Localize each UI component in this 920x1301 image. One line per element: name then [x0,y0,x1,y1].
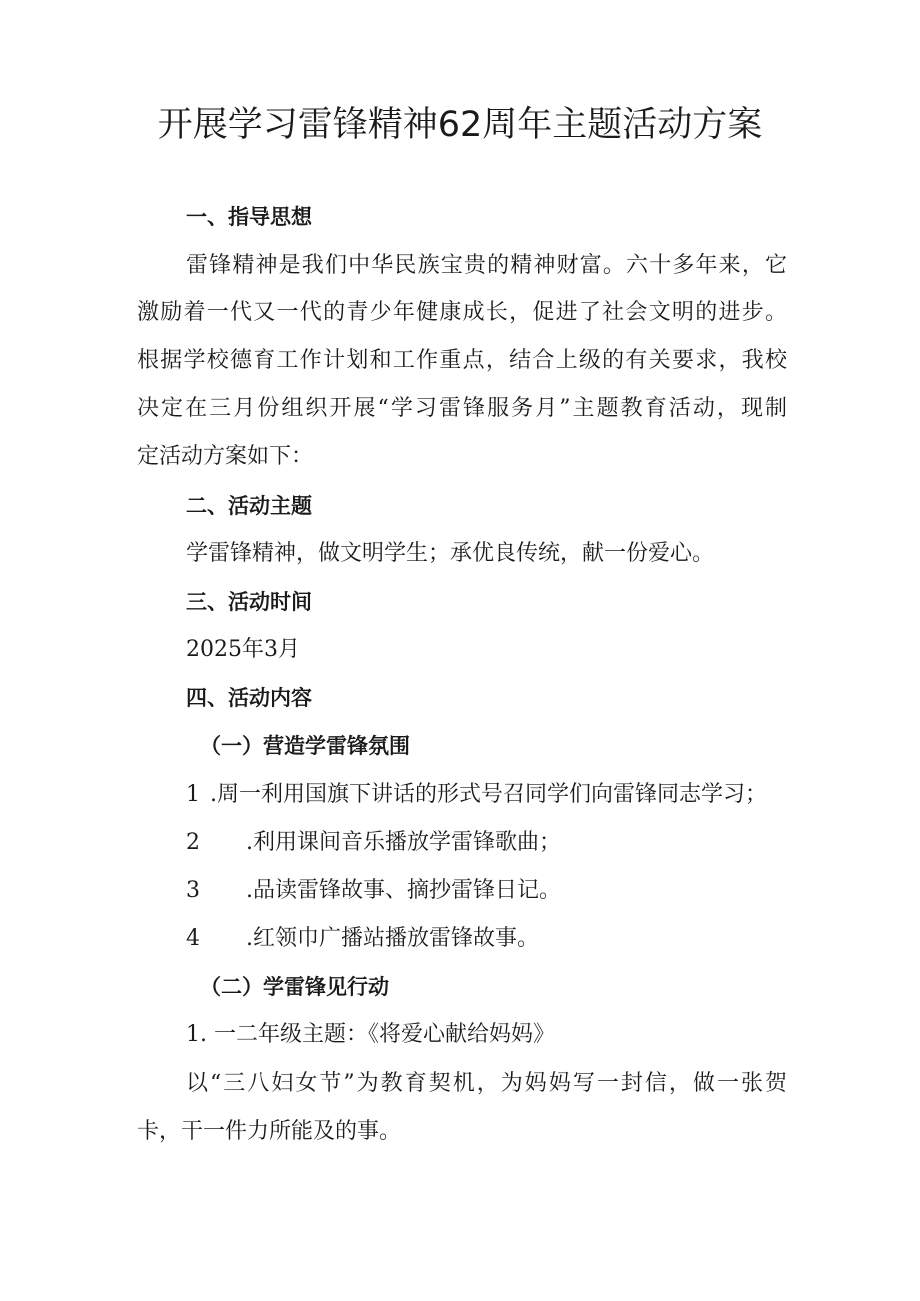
section-heading-activity-theme: 二、活动主题 [186,494,312,518]
grade-theme-item: 1. 一二年级主题：《将爱心献给妈妈》 [186,1022,555,1047]
list-item-text: .利用课间音乐播放学雷锋歌曲； [246,830,561,855]
activity-theme-text: 学雷锋精神，做文明学生；承优良传统，献一份爱心。 [186,541,715,566]
list-item-number: 2 [186,830,200,855]
subsection-heading-atmosphere: （一）营造学雷锋氛围 [200,734,410,758]
list-item [186,828,561,858]
paragraph-line: 以“三八妇女节”为教育契机，为妈妈写一封信，做一张贺 [186,1071,787,1096]
paragraph-line: 雷锋精神是我们中华民族宝贵的精神财富。六十多年来，它 [186,253,787,278]
paragraph-line: 决定在三月份组织开展“学习雷锋服务月”主题教育活动，现制 [137,396,787,421]
list-item-number: 3 [186,878,200,903]
subsection-heading-action: （二）学雷锋见行动 [200,975,389,999]
list-item-number: 1 [186,782,200,807]
list-item [186,924,539,954]
paragraph-line: 卡，干一件力所能及的事。 [137,1119,402,1144]
list-item [186,780,767,810]
section-heading-activity-content: 四、活动内容 [186,686,312,710]
list-item-number: 4 [186,926,200,951]
document-title: 开展学习雷锋精神62周年主题活动方案 [157,105,763,145]
paragraph-line: 根据学校德育工作计划和工作重点，结合上级的有关要求，我校 [137,348,787,373]
list-item-text: .品读雷锋故事、摘抄雷锋日记。 [246,878,561,903]
section-heading-activity-time: 三、活动时间 [186,590,312,614]
list-item [186,876,561,906]
list-item-text: .红领巾广播站播放雷锋故事。 [246,926,539,951]
list-item-text: .周一利用国旗下讲话的形式号召同学们向雷锋同志学习； [210,782,767,807]
activity-time-text: 2025年3月 [186,637,300,662]
paragraph-line: 定活动方案如下： [137,444,314,469]
paragraph-line: 激励着一代又一代的青少年健康成长，促进了社会文明的进步。 [137,300,787,325]
section-heading-guiding-ideology: 一、指导思想 [186,205,312,229]
